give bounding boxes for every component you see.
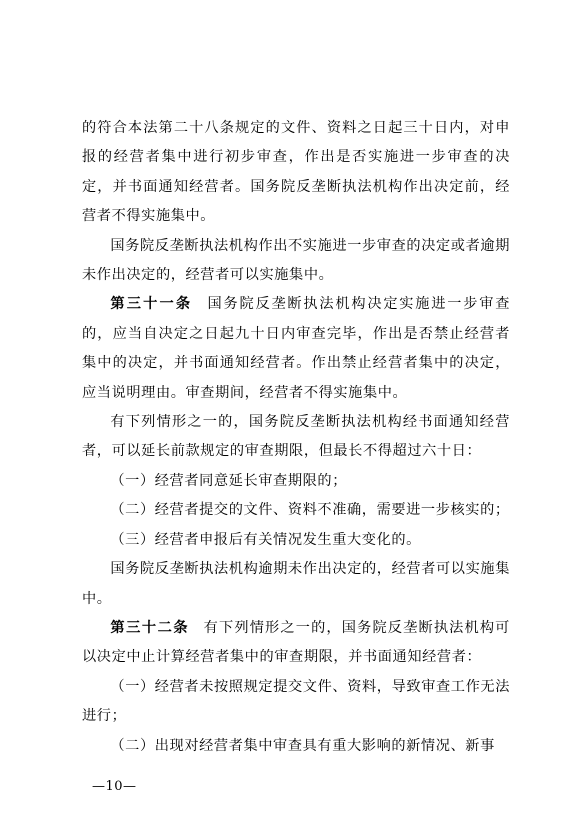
list-item	[82, 673, 510, 732]
paragraph-continuation	[82, 114, 510, 232]
paragraph-text: 国务院反垄断执法机构决定实施进一步审查的，应当自决定之日起九十日内审查完毕，作出是否禁止经营者集中的决定，并书面通知经营者。作出禁止经营者集中的决定，应当说明理由。审查期间，经营者不得实施集中。	[82, 296, 510, 401]
paragraph-text: 的符合本法第二十八条规定的文件、资料之日起三十日内，对申报的经营者集中进行初步审查，作出是否实施进一步审查的决定，并书面通知经营者。国务院反垄断执法机构作出决定前，经营者不得实施集中。	[82, 120, 510, 225]
paragraph-text: 有下列情形之一的，国务院反垄断执法机构可以决定中止计算经营者集中的审查期限，并书面通知经营者：	[82, 619, 510, 666]
list-item	[82, 467, 510, 496]
list-item	[82, 526, 510, 555]
list-item-text: （三）经营者申报后有关情况发生重大变化的。	[110, 531, 421, 548]
list-item-text: （二）出现对经营者集中审查具有重大影响的新情况、新事	[110, 737, 495, 754]
paragraph	[82, 232, 510, 291]
paragraph-text: 国务院反垄断执法机构逾期未作出决定的，经营者可以实施集中。	[82, 561, 510, 607]
paragraph-text: 国务院反垄断执法机构作出不实施进一步审查的决定或者逾期未作出决定的，经营者可以实施集中。	[82, 237, 510, 284]
list-item-text: （一）经营者未按照规定提交文件、资料，导致审查工作无法进行；	[82, 678, 510, 725]
article-32-paragraph	[82, 614, 510, 673]
list-item	[82, 732, 510, 761]
article-number-32: 第三十二条	[110, 619, 190, 636]
paragraph	[82, 555, 510, 614]
page-number: —10—	[92, 779, 137, 794]
list-item-text: （一）经营者同意延长审查期限的；	[110, 472, 347, 489]
list-item-text: （二）经营者提交的文件、资料不准确，需要进一步核实的；	[110, 502, 510, 519]
article-number-31: 第三十一条	[110, 296, 193, 313]
paragraph-text: 有下列情形之一的，国务院反垄断执法机构经书面通知经营者，可以延长前款规定的审查期限，但最长不得超过六十日：	[82, 414, 510, 460]
paragraph	[82, 408, 510, 467]
article-31-paragraph	[82, 290, 510, 408]
body-text	[82, 114, 510, 761]
list-item	[82, 496, 510, 525]
